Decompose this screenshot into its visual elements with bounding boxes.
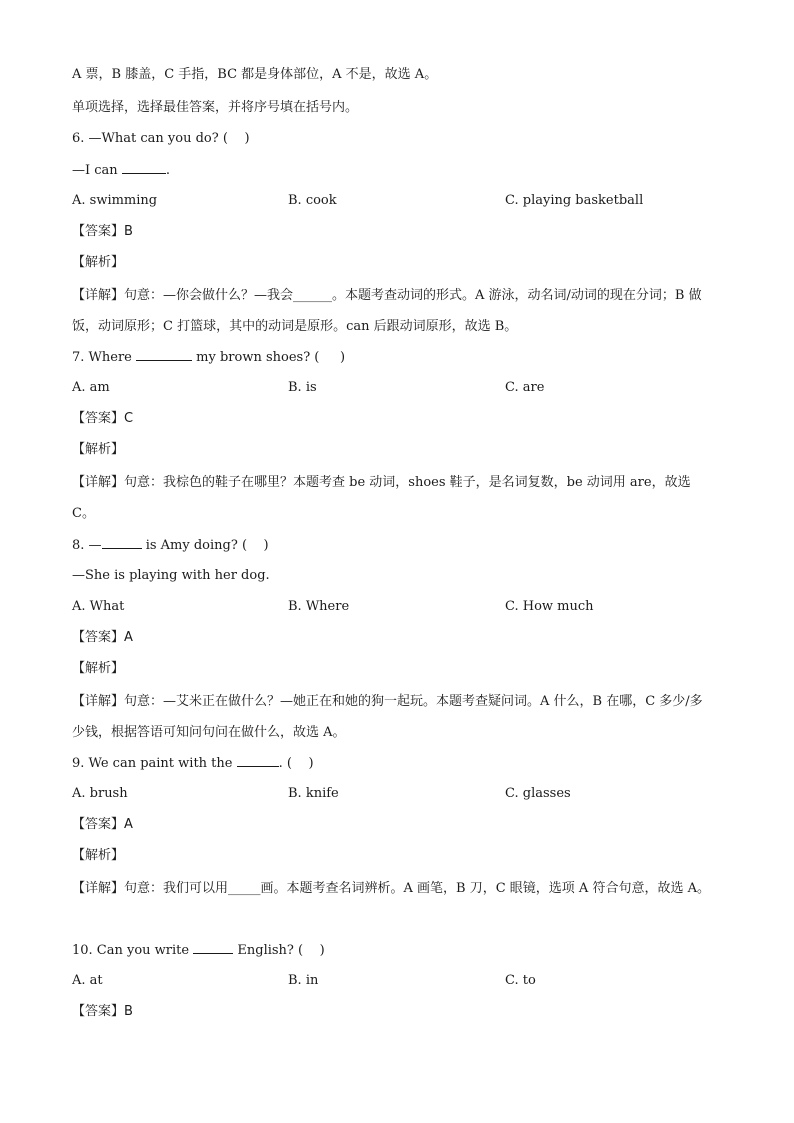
reply-text: —I can [72, 163, 118, 178]
q9-option-a: A. brush [72, 786, 128, 801]
answer-blank [102, 535, 142, 549]
q8-detail: 【详解】句意：—艾米正在做什么？—她正在和她的狗一起玩。本题考查疑问词。A 什么，B 在哪，C 多少/多少钱，根据答语可知问句问在做什么，故选 A。 [72, 694, 703, 740]
q6-option-a: A. swimming [72, 193, 158, 208]
question-text: my brown shoes? ( ) [196, 350, 346, 365]
question-9 [72, 753, 714, 773]
q9-option-b: B. knife [288, 786, 339, 801]
q8-option-c: C. How much [505, 599, 594, 614]
answer-blank [122, 160, 166, 174]
question-text: 8. — [72, 538, 102, 553]
q7-answer: 【答案】C [72, 411, 134, 426]
q9-option-c: C. glasses [505, 786, 571, 801]
question-8 [72, 535, 714, 555]
answer-blank [136, 347, 192, 361]
question-text: is Amy doing? ( ) [145, 538, 269, 553]
q7-option-c: C. are [505, 380, 545, 395]
question-text: 9. We can paint with the [72, 756, 233, 771]
q10-option-b: B. in [288, 973, 319, 988]
q7-detail: 【详解】句意：我棕色的鞋子在哪里？本题考查 be 动词，shoes 鞋子，是名词复数，be 动词用 are，故选 C。 [72, 475, 691, 521]
question-8-reply: —She is playing with her dog. [72, 568, 270, 583]
q9-analysis-heading: 【解析】 [72, 848, 125, 863]
q8-option-a: A. What [72, 599, 125, 614]
question-10 [72, 940, 714, 960]
q8-option-b: B. Where [288, 599, 350, 614]
q7-option-a: A. am [72, 380, 110, 395]
q7-analysis-heading: 【解析】 [72, 442, 125, 457]
question-text: 10. Can you write [72, 943, 190, 958]
q6-detail: 【详解】句意：—你会做什么？—我会______。本题考查动词的形式。A 游泳，动名词/动词的现在分词；B 做饭，动词原形；C 打篮球，其中的动词是原形。can 后跟动词原形，故选 B。 [72, 288, 702, 334]
q6-analysis-heading: 【解析】 [72, 255, 125, 270]
q9-answer: 【答案】A [72, 817, 133, 832]
previous-explanation: A 票，B 膝盖，C 手指，BC 都是身体部位，A 不是，故选 A。 [72, 67, 438, 82]
question-6-reply [72, 160, 714, 180]
q8-analysis-heading: 【解析】 [72, 661, 125, 676]
q6-option-b: B. cook [288, 193, 337, 208]
q10-option-c: C. to [505, 973, 536, 988]
q7-option-b: B. is [288, 380, 317, 395]
q6-option-c: C. playing basketball [505, 193, 644, 208]
reply-end: . [165, 163, 170, 178]
question-text: 7. Where [72, 350, 132, 365]
question-7 [72, 347, 714, 367]
answer-blank [193, 940, 233, 954]
q9-detail: 【详解】句意：我们可以用_____画。本题考查名词辨析。A 画笔，B 刀，C 眼镜，选项 A 符合句意，故选 A。 [72, 881, 710, 896]
q6-answer: 【答案】B [72, 224, 133, 239]
q10-answer: 【答案】B [72, 1004, 133, 1019]
question-text: . ( ) [278, 756, 314, 771]
question-text: English? ( ) [237, 943, 325, 958]
question-6: 6. —What can you do? ( ) [72, 131, 250, 146]
q10-option-a: A. at [72, 973, 103, 988]
q8-answer: 【答案】A [72, 630, 133, 645]
section-instruction: 单项选择，选择最佳答案，并将序号填在括号内。 [72, 100, 359, 115]
answer-blank [237, 753, 279, 767]
